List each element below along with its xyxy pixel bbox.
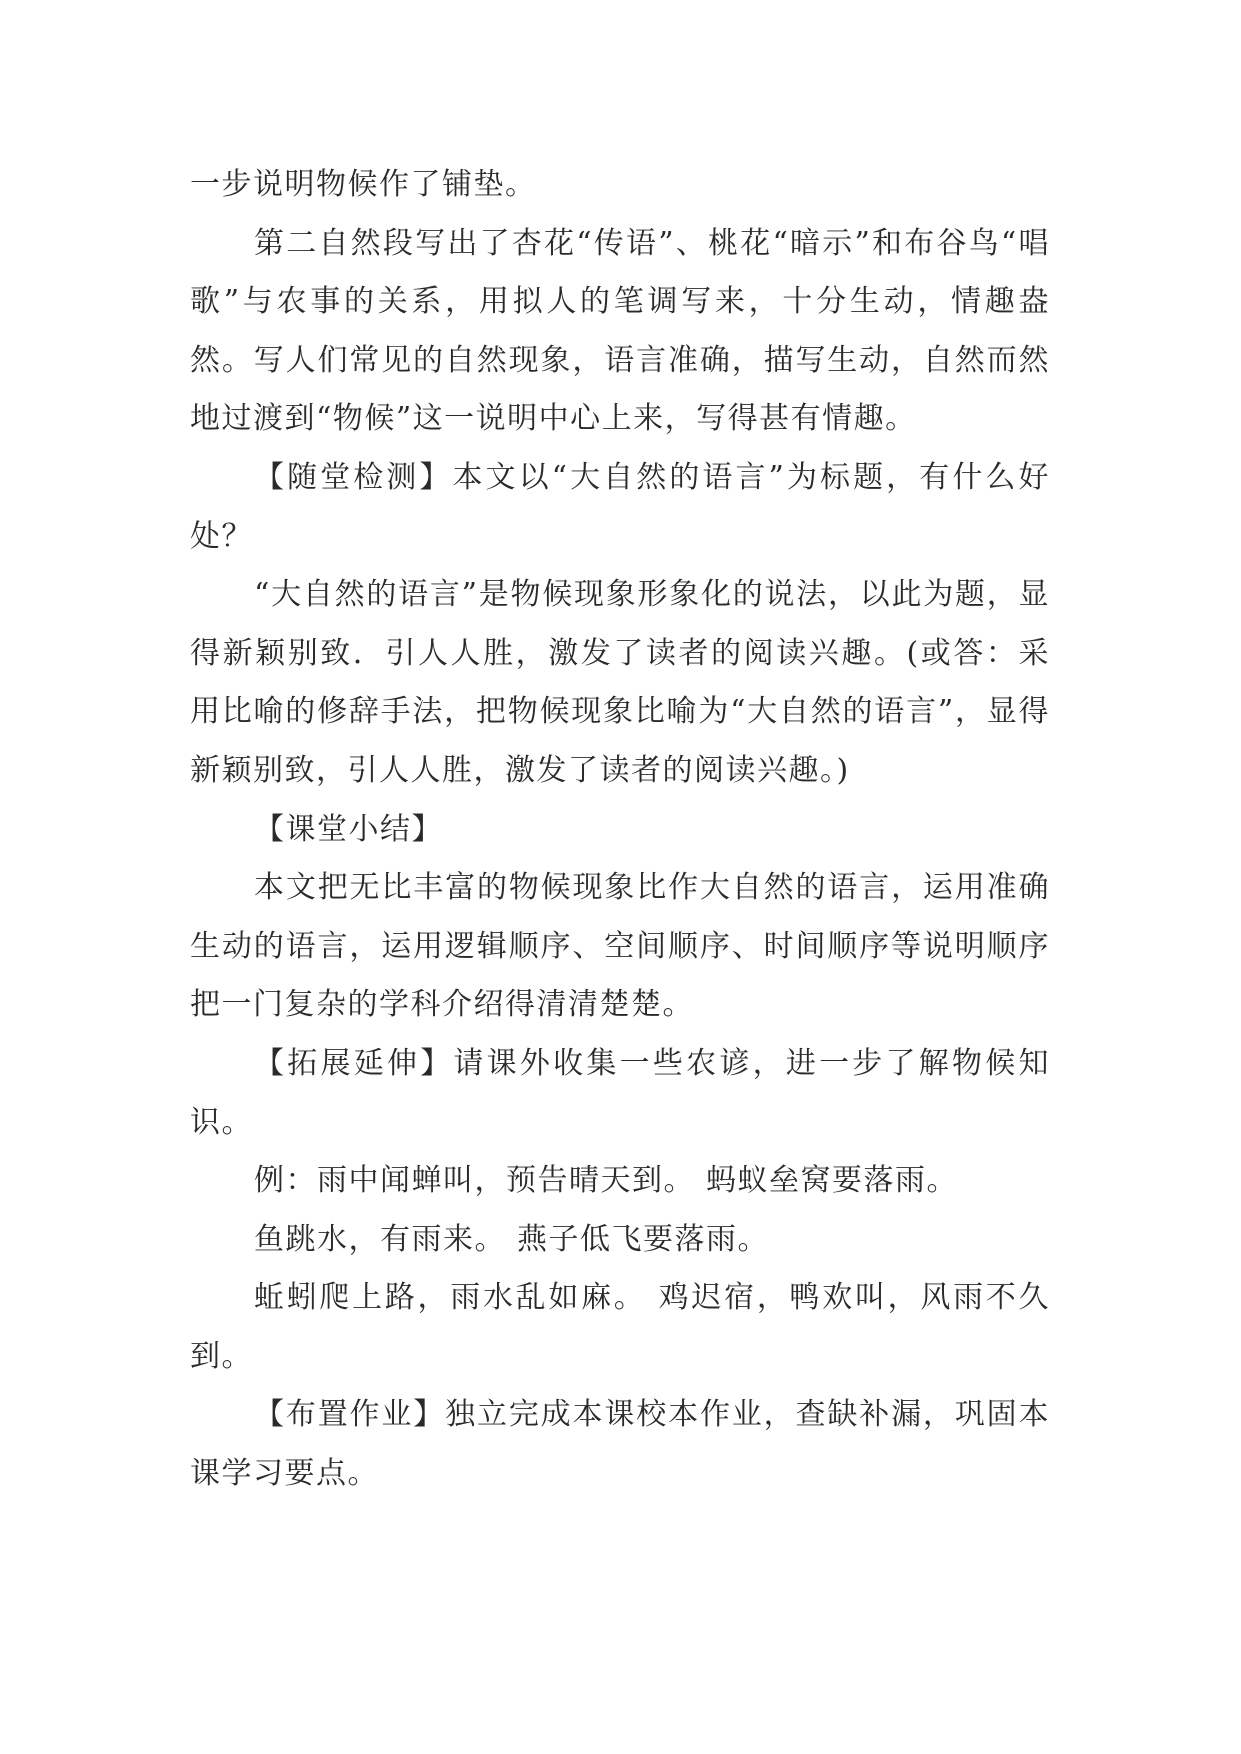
proverb-line-3: 蚯蚓爬上路，雨水乱如麻。 鸡迟宿，鸭欢叫，风雨不久到。 [190, 1280, 1050, 1374]
paragraph-quiz-question: 【随堂检测】本文以“大自然的语言”为标题，有什么好处？ [190, 459, 1050, 554]
paragraph-analysis: 第二自然段写出了杏花“传语”、桃花“暗示”和布谷鸟“唱歌”与农事的关系，用拟人的笔调写来，十分生动，情趣盎然。写人们常见的自然现象，语言准确，描写生动，自然而然地过渡到“物候”这一说明中心上来，写得甚有情趣。 [190, 225, 1050, 437]
section-heading-summary: 【课堂小结】 [254, 811, 443, 847]
paragraph-quiz-answer: “大自然的语言”是物候现象形象化的说法，以此为题，显得新颖别致．引人人胜，激发了读者的阅读兴趣。(或答：采用比喻的修辞手法，把物候现象比喻为“大自然的语言”，显得新颖别致，引人人胜，激发了读者的阅读兴趣。) [190, 577, 1050, 788]
proverb-line-2: 鱼跳水，有雨来。 燕子低飞要落雨。 [254, 1221, 770, 1257]
paragraph-continuation: 一步说明物候作了铺垫。 [190, 167, 537, 202]
document-body [190, 156, 1050, 1504]
paragraph-extension: 【拓展延伸】请课外收集一些农谚，进一步了解物候知识。 [190, 1045, 1050, 1140]
proverb-line-1: 例：雨中闻蝉叫，预告晴天到。 蚂蚁垒窝要落雨。 [254, 1163, 959, 1199]
paragraph-summary: 本文把无比丰富的物候现象比作大自然的语言，运用准确生动的语言，运用逻辑顺序、空间顺序、时间顺序等说明顺序把一门复杂的学科介绍得清清楚楚。 [190, 870, 1050, 1023]
paragraph-homework: 【布置作业】独立完成本课校本作业，查缺补漏，巩固本课学习要点。 [190, 1397, 1050, 1492]
